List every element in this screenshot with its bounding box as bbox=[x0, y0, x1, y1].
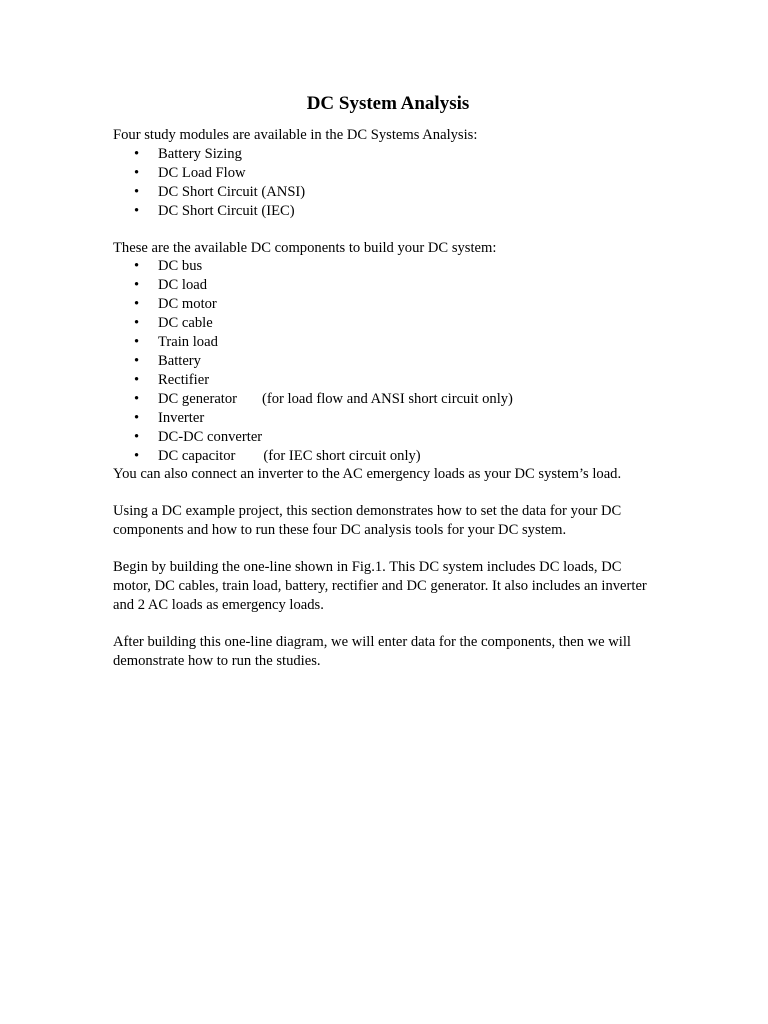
module-label: DC Short Circuit (IEC) bbox=[158, 202, 295, 219]
component-label: DC capacitor bbox=[158, 447, 236, 464]
modules-intro: Four study modules are available in the DC Systems Analysis: bbox=[113, 127, 478, 143]
list-item bbox=[113, 390, 663, 409]
module-label: DC Short Circuit (ANSI) bbox=[158, 183, 306, 200]
list-item bbox=[113, 183, 663, 202]
bullet-icon: • bbox=[134, 371, 140, 388]
paragraph-spacer bbox=[113, 615, 663, 633]
component-label: DC-DC converter bbox=[158, 428, 263, 445]
component-label: Battery bbox=[158, 352, 201, 369]
paragraph-one-line: Begin by building the one-line shown in Fig.1. This DC system includes DC loads, DC motor, DC cables, train load, battery, rectifier and DC generator. It also includes an inverter and 2 AC loads as emergency loads. bbox=[113, 559, 647, 613]
bullet-icon: • bbox=[134, 409, 140, 426]
paragraph-spacer bbox=[113, 484, 663, 502]
bullet-icon: • bbox=[134, 390, 140, 407]
module-label: DC Load Flow bbox=[158, 164, 246, 181]
list-item bbox=[113, 333, 663, 352]
components-list bbox=[113, 257, 663, 465]
component-label: Rectifier bbox=[158, 371, 210, 388]
bullet-icon: • bbox=[134, 352, 140, 369]
list-item bbox=[113, 295, 663, 314]
bullet-icon: • bbox=[134, 428, 140, 445]
document-title: DC System Analysis bbox=[306, 93, 470, 114]
components-intro: These are the available DC components to build your DC system: bbox=[113, 239, 497, 256]
component-label: DC motor bbox=[158, 296, 217, 313]
component-note: (for load flow and ANSI short circuit only) bbox=[262, 390, 513, 407]
bullet-icon: • bbox=[134, 334, 140, 351]
paragraph-example-project: Using a DC example project, this section demonstrates how to set the data for your DC components and how to run these four DC analysis tools for your DC system. bbox=[113, 503, 622, 539]
list-item bbox=[113, 257, 663, 276]
list-item bbox=[113, 145, 663, 164]
list-item bbox=[113, 409, 663, 428]
bullet-icon: • bbox=[134, 183, 140, 200]
document-page bbox=[113, 92, 663, 671]
component-label: DC generator bbox=[158, 390, 238, 407]
list-item bbox=[113, 314, 663, 333]
component-label: DC cable bbox=[158, 315, 213, 332]
list-item bbox=[113, 352, 663, 371]
component-label: Train load bbox=[158, 334, 218, 351]
list-item bbox=[113, 164, 663, 183]
component-label: Inverter bbox=[158, 409, 205, 426]
paragraph-next-steps: After building this one-line diagram, we will enter data for the components, then we will demonstrate how to run the studies. bbox=[113, 633, 631, 669]
bullet-icon: • bbox=[134, 277, 140, 294]
bullet-icon: • bbox=[134, 258, 140, 275]
list-item bbox=[113, 447, 663, 466]
paragraph-spacer bbox=[113, 540, 663, 558]
bullet-icon: • bbox=[134, 145, 140, 162]
bullet-icon: • bbox=[134, 164, 140, 181]
component-note: (for IEC short circuit only) bbox=[263, 447, 421, 464]
component-label: DC bus bbox=[158, 258, 203, 275]
bullet-icon: • bbox=[134, 315, 140, 332]
list-item bbox=[113, 202, 663, 221]
list-item bbox=[113, 428, 663, 447]
bullet-icon: • bbox=[134, 202, 140, 219]
paragraph-spacer bbox=[113, 221, 663, 239]
module-label: Battery Sizing bbox=[158, 145, 242, 162]
list-item bbox=[113, 371, 663, 390]
list-item bbox=[113, 276, 663, 295]
modules-list bbox=[113, 145, 663, 221]
inverter-note: You can also connect an inverter to the AC emergency loads as your DC system’s load. bbox=[113, 466, 622, 483]
bullet-icon: • bbox=[134, 296, 140, 313]
bullet-icon: • bbox=[134, 447, 140, 464]
component-label: DC load bbox=[158, 277, 208, 294]
